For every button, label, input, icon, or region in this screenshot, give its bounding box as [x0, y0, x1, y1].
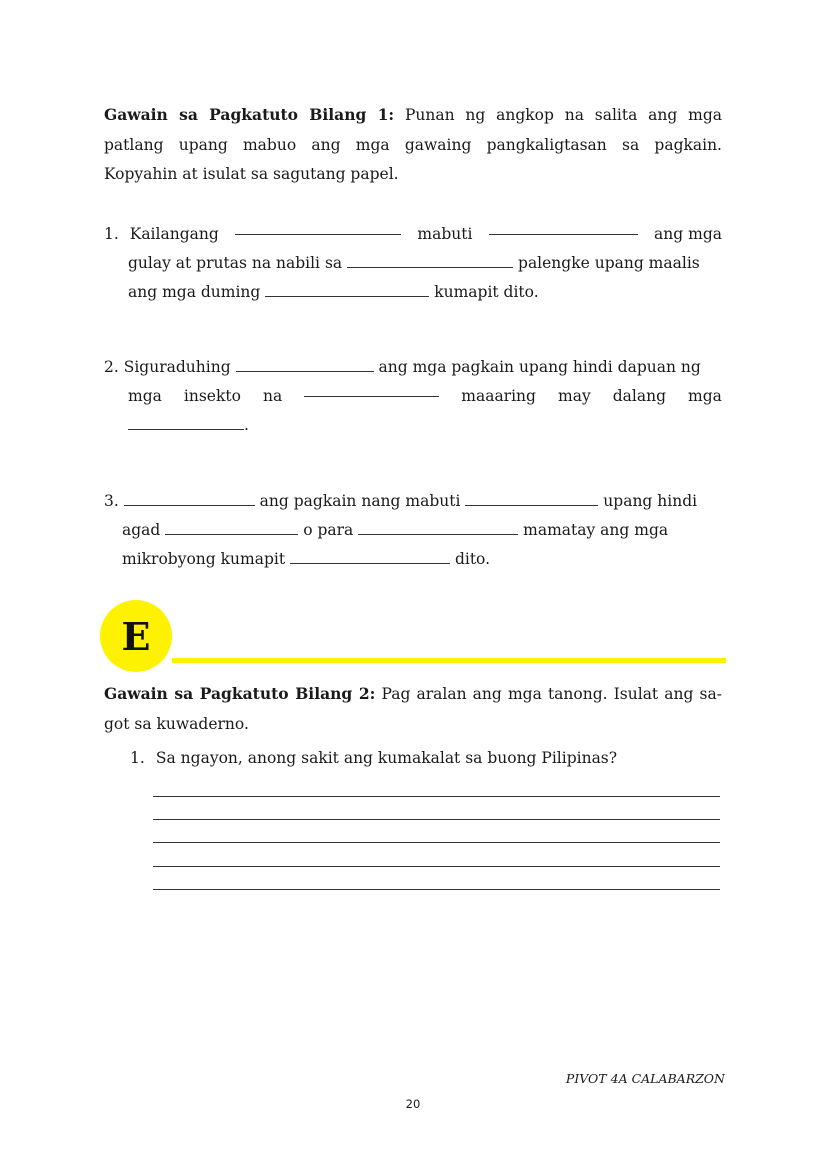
item-3-blank-4	[358, 520, 518, 535]
item-3-blank-3	[165, 520, 298, 535]
section-divider	[172, 658, 726, 663]
activity1-title: Gawain sa Pagkatuto Bilang 1:	[104, 105, 395, 124]
activity1-instructions	[104, 100, 722, 190]
item-2-blank-3	[128, 415, 244, 430]
item-1-text-e: palengke upang maalis	[518, 254, 700, 272]
item-2-text-h: dalang	[612, 387, 667, 405]
item-1-blank-1	[235, 220, 401, 235]
item-1-blank-4	[265, 282, 429, 297]
page-number: 20	[405, 1097, 421, 1111]
answer-line-3[interactable]	[153, 842, 720, 843]
item-1	[104, 220, 722, 310]
item-3-blank-5	[290, 549, 450, 564]
item-2-text-f: maaaring	[461, 387, 536, 405]
item-1-text-f: ang mga duming	[128, 283, 261, 301]
item-3-text-f: mikrobyong kumapit	[122, 550, 286, 568]
activity1-line2: patlang upang mabuo ang mga gawaing pangkaligtasan sa pagkain.	[104, 135, 722, 154]
item-1-text-d: gulay at prutas na nabili sa	[128, 254, 343, 272]
item-1-number: 1.	[104, 225, 119, 243]
item-1-text-a: Kailangang	[129, 225, 219, 243]
item-3-text-c: agad	[122, 521, 161, 539]
item-3-text-g: dito.	[454, 550, 491, 568]
item-2-text-a: Siguraduhing	[123, 358, 231, 376]
item-2-text-e: na	[262, 387, 283, 405]
question-text: Sa ngayon, anong sakit ang kumakalat sa buong Pilipinas?	[155, 749, 618, 767]
item-2-text-b: ang mga pagkain upang hindi dapuan ng	[378, 358, 701, 376]
item-3-text-b: upang hindi	[603, 492, 698, 510]
item-3-text-d: o para	[303, 521, 354, 539]
item-2-text-c: mga	[128, 387, 162, 405]
item-2-text-j: .	[244, 416, 249, 434]
item-3-blank-1	[124, 491, 255, 506]
footer-brand: PIVOT 4A CALABARZON	[565, 1071, 725, 1086]
item-1-blank-3	[347, 253, 513, 268]
item-1-blank-2	[489, 220, 638, 235]
activity2-question	[130, 744, 617, 774]
answer-line-5[interactable]	[153, 889, 720, 890]
item-1-text-b: mabuti	[417, 225, 473, 243]
activity2-line2: got sa kuwaderno.	[104, 714, 249, 733]
item-3-blank-2	[465, 491, 598, 506]
section-letter: E	[121, 613, 151, 659]
item-2-blank-1	[236, 357, 374, 372]
item-1-text-g: kumapit dito.	[434, 283, 539, 301]
activity1-line3: Kopyahin at isulat sa sagutang papel.	[104, 165, 399, 183]
answer-line-4[interactable]	[153, 866, 720, 867]
item-2-text-d: insekto	[183, 387, 241, 405]
activity2-instructions	[104, 679, 722, 739]
item-2-blank-2	[304, 382, 439, 397]
item-3-text-a: ang pagkain nang mabuti	[259, 492, 461, 510]
answer-line-1[interactable]	[153, 796, 720, 797]
activity2-line1: Pag aralan ang mga tanong. Isulat ang sa-	[381, 685, 722, 703]
question-number: 1.	[130, 749, 145, 767]
item-3	[104, 487, 722, 577]
item-3-text-e: mamatay ang mga	[523, 521, 669, 539]
item-2-text-i: mga	[688, 387, 722, 405]
activity2-title: Gawain sa Pagkatuto Bilang 2:	[104, 684, 376, 703]
section-letter-badge	[100, 600, 172, 672]
answer-line-2[interactable]	[153, 819, 720, 820]
activity1-line1: Punan ng angkop na salita ang mga	[404, 106, 723, 124]
item-2-text-g: may	[558, 387, 591, 405]
item-3-number: 3.	[104, 492, 119, 510]
item-1-text-c: ang mga	[654, 225, 722, 243]
item-2-number: 2.	[104, 358, 119, 376]
item-2	[104, 353, 722, 443]
